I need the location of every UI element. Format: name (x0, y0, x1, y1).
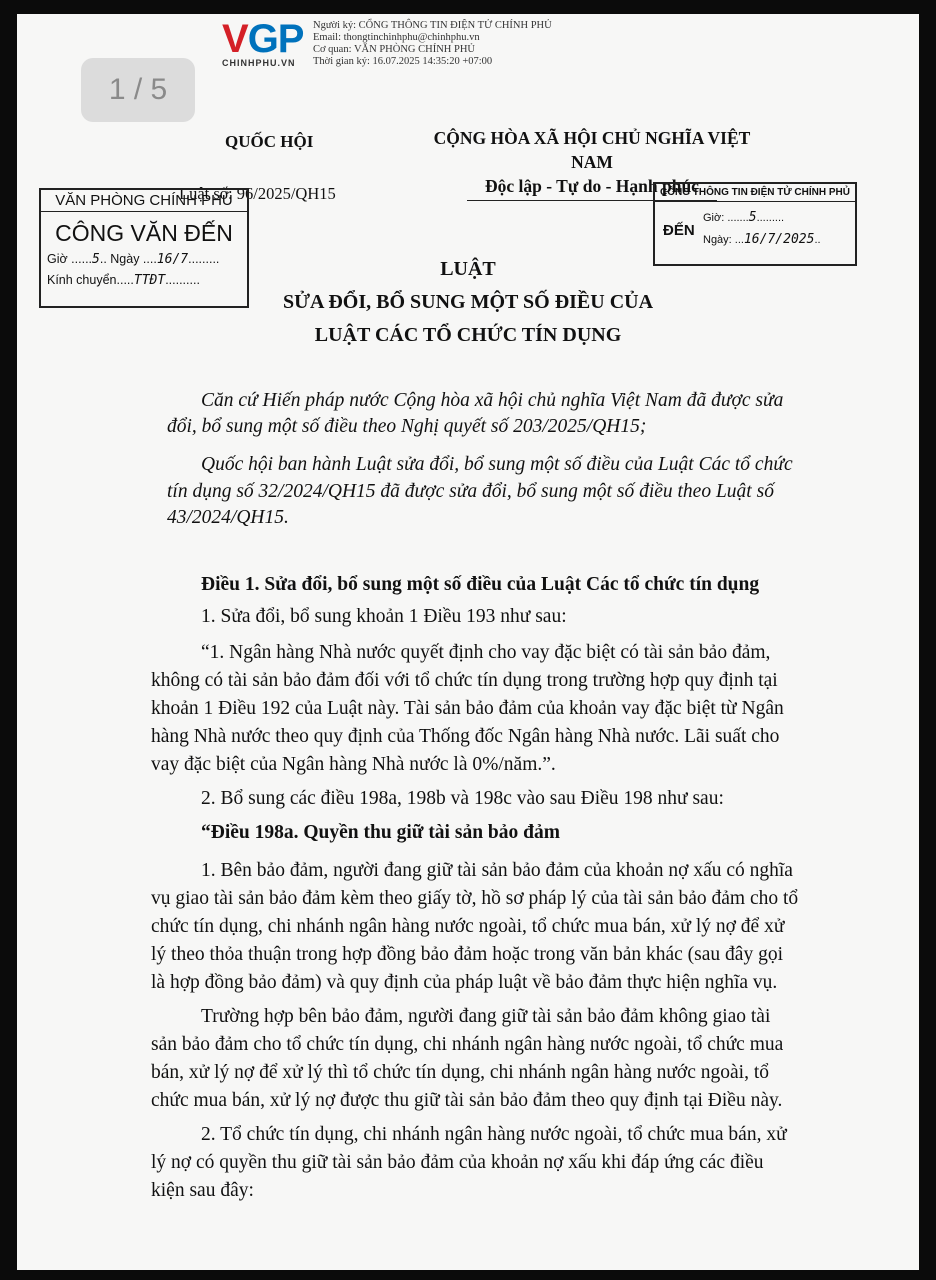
quote-line: “1. Ngân hàng Nhà nước quyết định cho vay đặc biệt có tài sản bảo đảm, (201, 642, 771, 663)
stamp2-den: ĐẾN (663, 222, 695, 239)
stamp2-day: Ngày: ...16/7/2025.. (703, 232, 821, 247)
para-line: chức tín dụng, chi nhánh ngân hàng nước ngoài, tổ chức mua bán, xử lý nợ để xử (151, 916, 785, 937)
stamp-title: CÔNG VĂN ĐẾN (55, 220, 233, 246)
para-line: chức mua bán, xử lý nợ được thu giữ tài sản bảo đảm theo quy định tại Điều này. (151, 1090, 783, 1111)
para-line: sản bảo đảm cho tổ chức tín dụng, chi nhánh ngân hàng nước ngoài, tổ chức mua (151, 1034, 784, 1055)
issuing-org: QUỐC HỘI (225, 132, 314, 151)
page-counter: 1 / 5 (81, 58, 195, 122)
stamp-office: VĂN PHÒNG CHÍNH PHỦ (41, 190, 247, 212)
law-number: Luật số: 96/2025/QH15 (179, 184, 336, 203)
stamp-forward-row: Kính chuyển.....TTĐT.......... (47, 273, 200, 288)
article-1-heading: Điều 1. Sửa đổi, bổ sung một số điều của Luật Các tổ chức tín dụng (201, 574, 760, 595)
incoming-document-stamp (39, 188, 249, 308)
doc-type-title: LUẬT (440, 258, 496, 280)
para-line: là hợp đồng bảo đảm) và quy định của pháp luật về bảo đảm thực hiện nghĩa vụ. (151, 972, 778, 993)
para-line: vụ giao tài sản bảo đảm kèm theo giấy tờ, hồ sơ pháp lý của tài sản bảo đảm cho tổ (151, 888, 799, 909)
preamble-line: Căn cứ Hiến pháp nước Cộng hòa xã hội chủ nghĩa Việt Nam đã được sửa (201, 390, 784, 411)
stamp2-header: CỔNG THÔNG TIN ĐIỆN TỬ CHÍNH PHỦ (655, 184, 855, 202)
para-line: lý theo thỏa thuận trong hợp đồng bảo đảm hoặc trong văn bản khác (sau đây gọi (151, 944, 783, 965)
preamble-line: tín dụng số 32/2024/QH15 đã được sửa đổi, bổ sung một số điều theo Luật số (167, 481, 774, 502)
quote-line: khoản 1 Điều 192 của Luật này. Tài sản bảo đảm của khoản vay đặc biệt từ Ngân (151, 698, 784, 719)
stamp-time-row: Giờ ......5.. Ngày ....16/7......... (47, 252, 220, 267)
para-line: bán, xử lý nợ để xử lý thì tổ chức tín dụng, chi nhánh ngân hàng nước ngoài, tổ (151, 1062, 770, 1083)
stamp2-hour: Giờ: .......5......... (703, 210, 785, 225)
item-1: 1. Sửa đổi, bổ sung khoản 1 Điều 193 như sau: (201, 606, 567, 627)
quote-line: vay đặc biệt của Ngân hàng Nhà nước là 0%/năm.”. (151, 754, 556, 775)
quote-line: không có tài sản bảo đảm đối với tổ chức tín dụng trong trường hợp quy định tại (151, 670, 778, 691)
article-198a-heading: “Điều 198a. Quyền thu giữ tài sản bảo đảm (201, 822, 560, 843)
preamble-line: Quốc hội ban hành Luật sửa đổi, bổ sung một số điều của Luật Các tổ chức (201, 454, 793, 475)
nation-name: CỘNG HÒA XÃ HỘI CHỦ NGHĨA VIỆT NAM (433, 128, 751, 172)
portal-received-stamp (653, 182, 857, 266)
para-line: 1. Bên bảo đảm, người đang giữ tài sản bảo đảm của khoản nợ xấu có nghĩa (201, 860, 793, 881)
item-2: 2. Bổ sung các điều 198a, 198b và 198c vào sau Điều 198 như sau: (201, 788, 724, 809)
email-line: Email: thongtinchinhphu@chinhphu.vn (313, 32, 480, 43)
document-page (17, 14, 919, 1270)
signer-line: Người ký: CỔNG THÔNG TIN ĐIỆN TỬ CHÍNH PHỦ (313, 20, 552, 31)
vgp-logo: VGP CHINHPHU.VN (222, 17, 304, 68)
para-line: 2. Tổ chức tín dụng, chi nhánh ngân hàng nước ngoài, tổ chức mua bán, xử (201, 1124, 787, 1145)
para-line: lý nợ có quyền thu giữ tài sản bảo đảm của khoản nợ xấu khi đáp ứng các điều (151, 1152, 764, 1173)
law-title-line2: LUẬT CÁC TỔ CHỨC TÍN DỤNG (314, 324, 622, 346)
agency-line: Cơ quan: VĂN PHÒNG CHÍNH PHỦ (313, 44, 475, 55)
digital-signature-info (313, 20, 552, 68)
para-line: Trường hợp bên bảo đảm, người đang giữ tài sản bảo đảm không giao tài (201, 1006, 771, 1027)
preamble-line: 43/2024/QH15. (167, 507, 289, 528)
quote-line: hàng Nhà nước theo quy định của Thống đốc Ngân hàng Nhà nước. Lãi suất cho (151, 726, 780, 747)
motto: Độc lập - Tự do - Hạnh phúc (485, 176, 699, 196)
law-title-line1: SỬA ĐỔI, BỔ SUNG MỘT SỐ ĐIỀU CỦA (282, 291, 654, 313)
para-line: kiện sau đây: (151, 1180, 254, 1201)
preamble-line: đổi, bổ sung một số điều theo Nghị quyết số 203/2025/QH15; (167, 416, 647, 437)
sign-time-line: Thời gian ký: 16.07.2025 14:35:20 +07:00 (313, 56, 493, 67)
